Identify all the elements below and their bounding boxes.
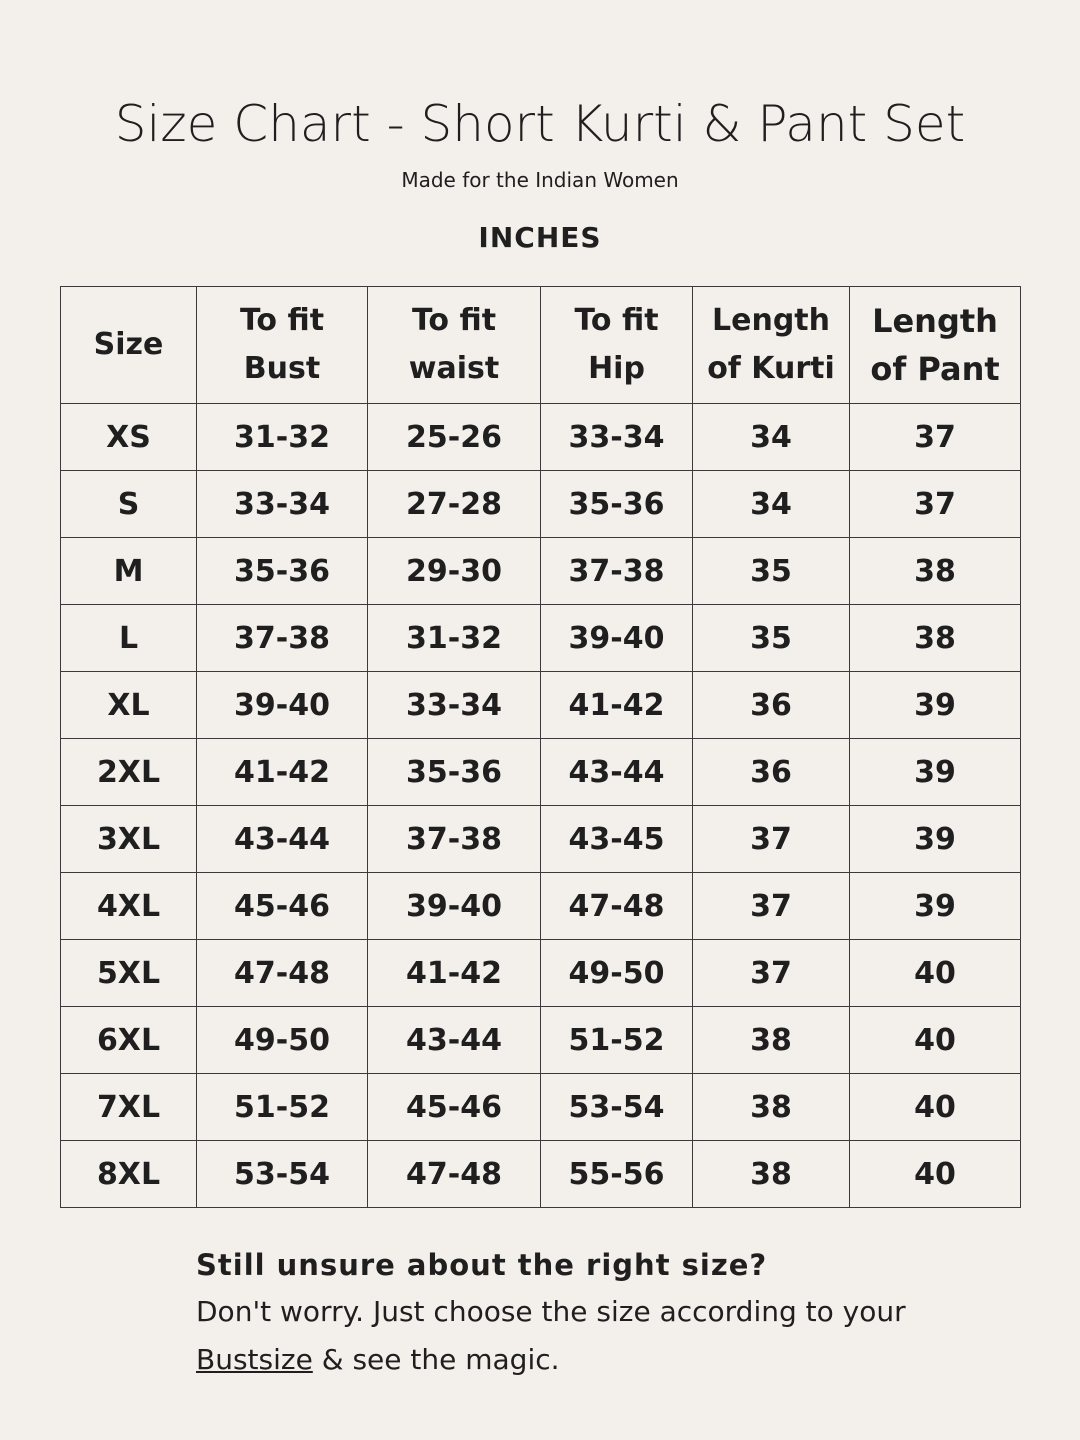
cell-waist: 39-40: [368, 873, 541, 940]
cell-pant-length: 40: [850, 1007, 1021, 1074]
cell-kurti-length: 35: [693, 605, 850, 672]
cell-size: 8XL: [61, 1141, 197, 1208]
cell-hip: 37-38: [541, 538, 693, 605]
cell-size: 2XL: [61, 739, 197, 806]
header-pant-length-line-2: of Pant: [870, 350, 1000, 388]
cell-pant-length: 39: [850, 873, 1021, 940]
header-size-line-1: Size: [93, 327, 164, 362]
cell-waist: 25-26: [368, 404, 541, 471]
cell-pant-length: 37: [850, 471, 1021, 538]
page-subtitle: Made for the Indian Women: [401, 168, 679, 192]
cell-hip: 49-50: [541, 940, 693, 1007]
cell-kurti-length: 34: [693, 404, 850, 471]
table-row: [61, 873, 1021, 940]
cell-pant-length: 40: [850, 940, 1021, 1007]
cell-kurti-length: 38: [693, 1141, 850, 1208]
cell-size: S: [61, 471, 197, 538]
cell-size: 4XL: [61, 873, 197, 940]
note-line-1: Don't worry. Just choose the size according to your: [196, 1295, 906, 1328]
cell-waist: 37-38: [368, 806, 541, 873]
cell-kurti-length: 36: [693, 739, 850, 806]
cell-bust: 53-54: [197, 1141, 368, 1208]
cell-bust: 45-46: [197, 873, 368, 940]
table-row: [61, 806, 1021, 873]
table-row: [61, 940, 1021, 1007]
cell-kurti-length: 38: [693, 1007, 850, 1074]
table-body: [61, 404, 1021, 1208]
table-row: [61, 1007, 1021, 1074]
cell-size: L: [61, 605, 197, 672]
cell-hip: 53-54: [541, 1074, 693, 1141]
size-help-note: [196, 1245, 996, 1384]
cell-size: 7XL: [61, 1074, 197, 1141]
header-waist-line-2: waist: [408, 351, 500, 386]
note-heading: Still unsure about the right size?: [196, 1248, 768, 1282]
cell-size: 6XL: [61, 1007, 197, 1074]
cell-hip: 41-42: [541, 672, 693, 739]
cell-bust: 43-44: [197, 806, 368, 873]
cell-size: 5XL: [61, 940, 197, 1007]
cell-bust: 41-42: [197, 739, 368, 806]
unit-label: INCHES: [478, 221, 602, 254]
cell-pant-length: 38: [850, 538, 1021, 605]
table-row: [61, 1074, 1021, 1141]
cell-kurti-length: 37: [693, 940, 850, 1007]
cell-bust: 49-50: [197, 1007, 368, 1074]
cell-pant-length: 37: [850, 404, 1021, 471]
table-row: [61, 538, 1021, 605]
cell-bust: 37-38: [197, 605, 368, 672]
table-header-row: [61, 287, 1021, 404]
bustsize-link[interactable]: Bustsize: [196, 1343, 313, 1376]
cell-pant-length: 39: [850, 739, 1021, 806]
cell-hip: 51-52: [541, 1007, 693, 1074]
table-row: [61, 404, 1021, 471]
cell-bust: 39-40: [197, 672, 368, 739]
table-row: [61, 739, 1021, 806]
cell-pant-length: 40: [850, 1074, 1021, 1141]
size-chart-table: [60, 286, 1021, 1208]
note-body: [196, 1288, 996, 1384]
cell-hip: 35-36: [541, 471, 693, 538]
cell-waist: 31-32: [368, 605, 541, 672]
cell-bust: 47-48: [197, 940, 368, 1007]
header-waist: [368, 287, 541, 404]
cell-kurti-length: 37: [693, 873, 850, 940]
cell-kurti-length: 34: [693, 471, 850, 538]
header-size: [61, 287, 197, 404]
header-pant-length-line-1: Length: [872, 302, 998, 340]
header-kurti-length: [693, 287, 850, 404]
cell-waist: 43-44: [368, 1007, 541, 1074]
cell-size: XS: [61, 404, 197, 471]
cell-pant-length: 39: [850, 806, 1021, 873]
table-row: [61, 471, 1021, 538]
cell-waist: 41-42: [368, 940, 541, 1007]
cell-kurti-length: 38: [693, 1074, 850, 1141]
cell-pant-length: 38: [850, 605, 1021, 672]
cell-waist: 35-36: [368, 739, 541, 806]
cell-waist: 29-30: [368, 538, 541, 605]
header-bust: [197, 287, 368, 404]
table-row: [61, 605, 1021, 672]
cell-size: XL: [61, 672, 197, 739]
cell-pant-length: 39: [850, 672, 1021, 739]
cell-hip: 43-44: [541, 739, 693, 806]
table-row: [61, 672, 1021, 739]
cell-pant-length: 40: [850, 1141, 1021, 1208]
page-title: Size Chart - Short Kurti & Pant Set: [114, 95, 966, 153]
cell-hip: 47-48: [541, 873, 693, 940]
header-hip-line-2: Hip: [588, 351, 645, 386]
table-row: [61, 1141, 1021, 1208]
cell-bust: 31-32: [197, 404, 368, 471]
cell-kurti-length: 35: [693, 538, 850, 605]
cell-bust: 35-36: [197, 538, 368, 605]
cell-waist: 47-48: [368, 1141, 541, 1208]
cell-kurti-length: 36: [693, 672, 850, 739]
cell-size: M: [61, 538, 197, 605]
cell-hip: 43-45: [541, 806, 693, 873]
header-pant-length: [850, 287, 1021, 404]
header-hip-line-1: To fit: [574, 303, 659, 338]
header-bust-line-1: To fit Bust: [239, 303, 325, 386]
cell-waist: 45-46: [368, 1074, 541, 1141]
cell-kurti-length: 37: [693, 806, 850, 873]
cell-bust: 33-34: [197, 471, 368, 538]
cell-waist: 27-28: [368, 471, 541, 538]
cell-bust: 51-52: [197, 1074, 368, 1141]
header-hip: [541, 287, 693, 404]
note-line-2: & see the magic.: [312, 1343, 560, 1376]
cell-size: 3XL: [61, 806, 197, 873]
cell-hip: 39-40: [541, 605, 693, 672]
header-kurti-length-line-1: Length: [712, 303, 830, 338]
cell-hip: 55-56: [541, 1141, 693, 1208]
cell-hip: 33-34: [541, 404, 693, 471]
header-kurti-length-line-2: of Kurti: [707, 351, 835, 386]
header-waist-line-1: To fit: [411, 303, 497, 338]
cell-waist: 33-34: [368, 672, 541, 739]
